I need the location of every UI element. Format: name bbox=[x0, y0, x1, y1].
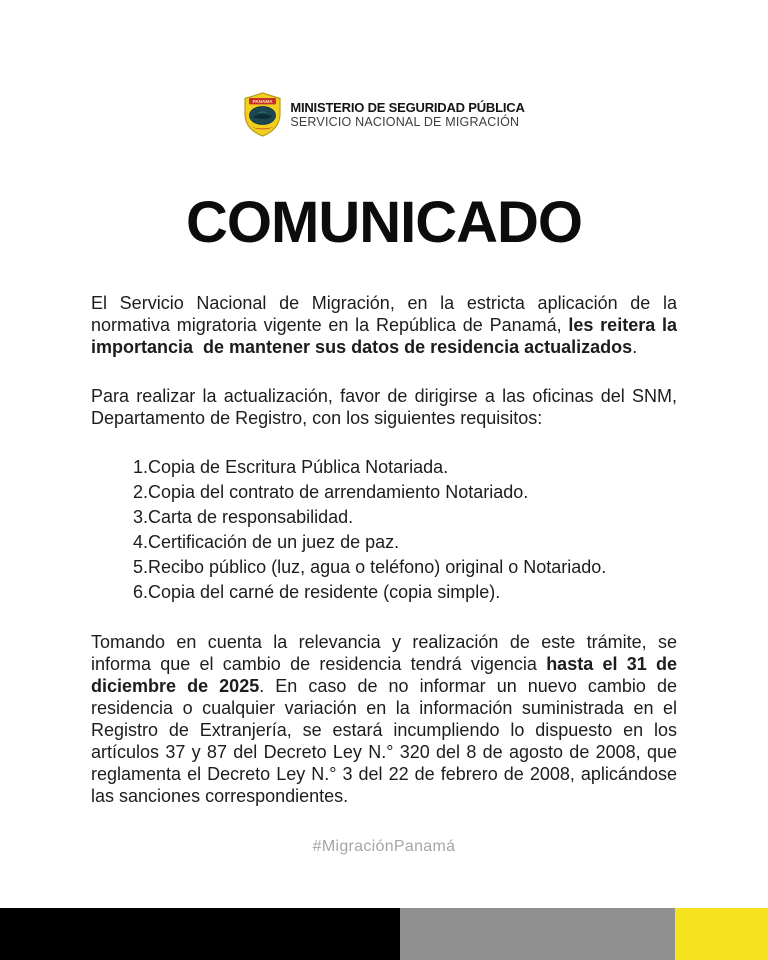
footer-color-bar bbox=[0, 908, 768, 960]
footer-bar-yellow-segment bbox=[675, 908, 768, 960]
announcement-body bbox=[91, 292, 683, 807]
paragraph-intro bbox=[91, 292, 683, 358]
paragraph-deadline-bold: hasta el 31 de diciembre de 2025 bbox=[91, 654, 682, 696]
requirements-list bbox=[133, 455, 677, 605]
requirement-item-4: 4.Certificación de un juez de paz. bbox=[133, 532, 400, 552]
paragraph-deadline-end: . En caso de no informar un nuevo cambio de residencia o cualquier variación en la información suministrada en el Registro de Extranjería, se estará incumpliendo lo dispuesto en los artículos 37 y 87 del Decreto Ley N.° 320 del 8 de agosto de 2008, que reglamenta el Decreto Ley N.° 3 del 22 de febrero de 2008, aplicándose las sanciones correspondientes. bbox=[91, 676, 683, 806]
header bbox=[0, 92, 768, 137]
requirement-item-3: 3.Carta de responsabilidad. bbox=[133, 507, 354, 527]
requirement-item-1: 1.Copia de Escritura Pública Notariada. bbox=[133, 457, 449, 477]
paragraph-deadline-text: Tomando en cuenta la relevancia y realización de este trámite, se informa que el cambio de residencia tendrá vigencia bbox=[91, 632, 683, 674]
agency-name: SERVICIO NACIONAL DE MIGRACIÓN bbox=[290, 115, 520, 129]
paragraph-instructions: Para realizar la actualización, favor de dirigirse a las oficinas del SNM, Departamento de Registro, con los siguientes requisitos: bbox=[91, 386, 677, 428]
paragraph-deadline bbox=[91, 631, 683, 807]
hashtag: #MigraciónPanamá bbox=[312, 838, 456, 855]
page-title: COMUNICADO bbox=[186, 190, 582, 255]
ministry-name: MINISTERIO DE SEGURIDAD PÚBLICA bbox=[290, 100, 525, 115]
paragraph-intro-text: El Servicio Nacional de Migración, en la estricta aplicación de la normativa migratoria vigente en la República de Panamá, bbox=[91, 293, 683, 335]
requirement-item-6: 6.Copia del carné de residente (copia simple). bbox=[133, 582, 501, 602]
footer-bar-black-segment bbox=[0, 908, 400, 960]
header-institution-names bbox=[290, 100, 524, 129]
requirement-item-2: 2.Copia del contrato de arrendamiento Notariado. bbox=[133, 482, 529, 502]
migracion-panama-logo-icon bbox=[243, 92, 282, 137]
paragraph-intro-bold: les reitera la importancia de mantener sus datos de residencia actualizados bbox=[91, 315, 683, 357]
footer-bar-gray-segment bbox=[400, 908, 675, 960]
requirement-item-5: 5.Recibo público (luz, agua o teléfono) original o Notariado. bbox=[133, 557, 607, 577]
paragraph-intro-end: . bbox=[632, 337, 638, 357]
logo-banner-text: PANAMA bbox=[252, 99, 273, 104]
